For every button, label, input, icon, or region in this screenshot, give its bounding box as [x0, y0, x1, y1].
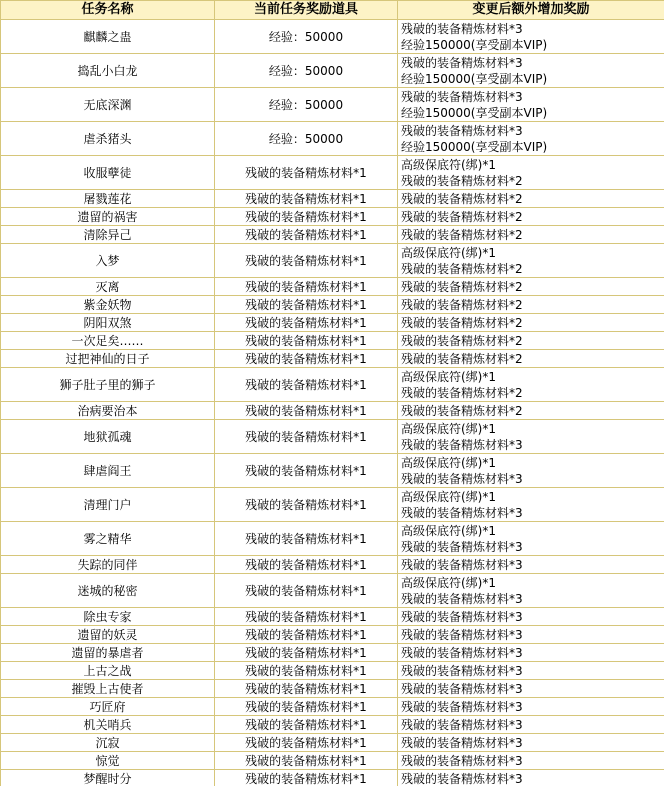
extra-reward-line: 残破的装备精炼材料*2	[401, 385, 523, 400]
current-reward-cell: 残破的装备精炼材料*1	[215, 716, 398, 734]
extra-reward-line: 经验150000(享受副本VIP)	[401, 105, 548, 120]
extra-reward-line: 残破的装备精炼材料*3	[401, 771, 523, 786]
extra-reward-cell	[398, 454, 664, 488]
extra-reward-cell	[398, 698, 664, 716]
table-row	[1, 244, 664, 278]
extra-reward-line: 残破的装备精炼材料*3	[401, 557, 523, 572]
extra-reward-cell	[398, 332, 664, 350]
task-name-cell: 失踪的同伴	[1, 556, 215, 574]
extra-reward-cell	[398, 716, 664, 734]
extra-reward-cell	[398, 488, 664, 522]
task-name-cell: 迷城的秘密	[1, 574, 215, 608]
table-row	[1, 88, 664, 122]
extra-reward-line: 残破的装备精炼材料*3	[401, 681, 523, 696]
header-task-name: 任务名称	[1, 1, 215, 20]
table-row	[1, 332, 664, 350]
task-name-cell: 清理门户	[1, 488, 215, 522]
table-row	[1, 454, 664, 488]
current-reward-cell: 残破的装备精炼材料*1	[215, 488, 398, 522]
task-name-cell: 遗留的暴虐者	[1, 644, 215, 662]
extra-reward-line: 残破的装备精炼材料*2	[401, 351, 523, 366]
extra-reward-cell	[398, 556, 664, 574]
table-row	[1, 662, 664, 680]
table-row	[1, 644, 664, 662]
task-name-cell: 麒麟之蛊	[1, 20, 215, 54]
extra-reward-line: 高级保底符(绑)*1	[401, 369, 496, 384]
extra-reward-cell	[398, 296, 664, 314]
extra-reward-line: 经验150000(享受副本VIP)	[401, 139, 548, 154]
task-name-cell: 屠戮莲花	[1, 190, 215, 208]
extra-reward-line: 残破的装备精炼材料*3	[401, 539, 523, 554]
task-name-cell: 捣乱小白龙	[1, 54, 215, 88]
extra-reward-line: 经验150000(享受副本VIP)	[401, 71, 548, 86]
extra-reward-line: 残破的装备精炼材料*2	[401, 403, 523, 418]
extra-reward-cell	[398, 314, 664, 332]
task-name-cell: 雾之精华	[1, 522, 215, 556]
current-reward-cell: 残破的装备精炼材料*1	[215, 332, 398, 350]
extra-reward-line: 残破的装备精炼材料*2	[401, 191, 523, 206]
table-row	[1, 680, 664, 698]
task-name-cell: 遗留的妖灵	[1, 626, 215, 644]
extra-reward-cell	[398, 680, 664, 698]
task-name-cell: 梦醒时分	[1, 770, 215, 786]
extra-reward-cell	[398, 20, 664, 54]
table-row	[1, 608, 664, 626]
current-reward-cell: 残破的装备精炼材料*1	[215, 402, 398, 420]
extra-reward-line: 残破的装备精炼材料*3	[401, 609, 523, 624]
table-row	[1, 314, 664, 332]
task-name-cell: 一次足矣……	[1, 332, 215, 350]
extra-reward-line: 残破的装备精炼材料*3	[401, 717, 523, 732]
extra-reward-line: 残破的装备精炼材料*2	[401, 279, 523, 294]
task-name-cell: 沉寂	[1, 734, 215, 752]
current-reward-cell: 经验：50000	[215, 122, 398, 156]
current-reward-cell: 残破的装备精炼材料*1	[215, 556, 398, 574]
extra-reward-line: 残破的装备精炼材料*2	[401, 173, 523, 188]
table-row	[1, 156, 664, 190]
extra-reward-cell	[398, 662, 664, 680]
extra-reward-line: 残破的装备精炼材料*2	[401, 333, 523, 348]
extra-reward-line: 残破的装备精炼材料*3	[401, 89, 523, 104]
current-reward-cell: 残破的装备精炼材料*1	[215, 350, 398, 368]
table-row	[1, 420, 664, 454]
table-row	[1, 296, 664, 314]
extra-reward-cell	[398, 156, 664, 190]
table-row	[1, 488, 664, 522]
extra-reward-line: 残破的装备精炼材料*2	[401, 315, 523, 330]
extra-reward-cell	[398, 752, 664, 770]
current-reward-cell: 残破的装备精炼材料*1	[215, 296, 398, 314]
current-reward-cell: 残破的装备精炼材料*1	[215, 368, 398, 402]
task-name-cell: 收服孽徒	[1, 156, 215, 190]
extra-reward-cell	[398, 608, 664, 626]
extra-reward-line: 高级保底符(绑)*1	[401, 245, 496, 260]
table-row	[1, 208, 664, 226]
extra-reward-line: 残破的装备精炼材料*2	[401, 209, 523, 224]
table-row	[1, 556, 664, 574]
extra-reward-line: 残破的装备精炼材料*3	[401, 645, 523, 660]
table-body	[1, 20, 664, 786]
task-name-cell: 治病要治本	[1, 402, 215, 420]
extra-reward-line: 残破的装备精炼材料*3	[401, 437, 523, 452]
extra-reward-cell	[398, 522, 664, 556]
table-row	[1, 574, 664, 608]
extra-reward-line: 高级保底符(绑)*1	[401, 455, 496, 470]
extra-reward-line: 残破的装备精炼材料*3	[401, 591, 523, 606]
table-row	[1, 368, 664, 402]
extra-reward-line: 残破的装备精炼材料*3	[401, 505, 523, 520]
extra-reward-line: 高级保底符(绑)*1	[401, 523, 496, 538]
table-row	[1, 226, 664, 244]
extra-reward-line: 残破的装备精炼材料*3	[401, 123, 523, 138]
table-row	[1, 626, 664, 644]
task-name-cell: 摧毁上古使者	[1, 680, 215, 698]
table-row	[1, 20, 664, 54]
extra-reward-cell	[398, 644, 664, 662]
task-name-cell: 惊觉	[1, 752, 215, 770]
current-reward-cell: 残破的装备精炼材料*1	[215, 698, 398, 716]
table-row	[1, 698, 664, 716]
current-reward-cell: 残破的装备精炼材料*1	[215, 454, 398, 488]
extra-reward-line: 残破的装备精炼材料*3	[401, 735, 523, 750]
task-name-cell: 肆虐阎王	[1, 454, 215, 488]
current-reward-cell: 残破的装备精炼材料*1	[215, 420, 398, 454]
extra-reward-cell	[398, 420, 664, 454]
extra-reward-cell	[398, 122, 664, 156]
table-row	[1, 190, 664, 208]
current-reward-cell: 残破的装备精炼材料*1	[215, 278, 398, 296]
extra-reward-line: 经验150000(享受副本VIP)	[401, 37, 548, 52]
extra-reward-cell	[398, 244, 664, 278]
current-reward-cell: 经验：50000	[215, 88, 398, 122]
task-name-cell: 入梦	[1, 244, 215, 278]
table-row	[1, 350, 664, 368]
extra-reward-line: 残破的装备精炼材料*3	[401, 55, 523, 70]
current-reward-cell: 残破的装备精炼材料*1	[215, 522, 398, 556]
extra-reward-cell	[398, 88, 664, 122]
table-row	[1, 402, 664, 420]
extra-reward-line: 残破的装备精炼材料*2	[401, 261, 523, 276]
task-name-cell: 地狱孤魂	[1, 420, 215, 454]
task-name-cell: 清除异己	[1, 226, 215, 244]
extra-reward-line: 残破的装备精炼材料*3	[401, 627, 523, 642]
extra-reward-line: 高级保底符(绑)*1	[401, 157, 496, 172]
extra-reward-cell	[398, 368, 664, 402]
extra-reward-cell	[398, 190, 664, 208]
task-name-cell: 无底深渊	[1, 88, 215, 122]
extra-reward-cell	[398, 278, 664, 296]
task-name-cell: 阴阳双煞	[1, 314, 215, 332]
current-reward-cell: 经验：50000	[215, 54, 398, 88]
table-row	[1, 770, 664, 786]
extra-reward-line: 残破的装备精炼材料*3	[401, 663, 523, 678]
table-row	[1, 278, 664, 296]
extra-reward-cell	[398, 208, 664, 226]
extra-reward-cell	[398, 626, 664, 644]
task-name-cell: 紫金妖物	[1, 296, 215, 314]
task-name-cell: 灭离	[1, 278, 215, 296]
current-reward-cell: 残破的装备精炼材料*1	[215, 226, 398, 244]
extra-reward-cell	[398, 574, 664, 608]
task-name-cell: 遗留的祸害	[1, 208, 215, 226]
extra-reward-cell	[398, 734, 664, 752]
current-reward-cell: 残破的装备精炼材料*1	[215, 244, 398, 278]
current-reward-cell: 残破的装备精炼材料*1	[215, 734, 398, 752]
extra-reward-cell	[398, 770, 664, 786]
table-row	[1, 54, 664, 88]
extra-reward-line: 残破的装备精炼材料*3	[401, 471, 523, 486]
current-reward-cell: 残破的装备精炼材料*1	[215, 156, 398, 190]
extra-reward-cell	[398, 226, 664, 244]
extra-reward-cell	[398, 350, 664, 368]
current-reward-cell: 残破的装备精炼材料*1	[215, 608, 398, 626]
task-name-cell: 机关哨兵	[1, 716, 215, 734]
current-reward-cell: 残破的装备精炼材料*1	[215, 644, 398, 662]
extra-reward-line: 高级保底符(绑)*1	[401, 421, 496, 436]
current-reward-cell: 残破的装备精炼材料*1	[215, 208, 398, 226]
extra-reward-line: 残破的装备精炼材料*2	[401, 297, 523, 312]
extra-reward-cell	[398, 402, 664, 420]
table-row	[1, 522, 664, 556]
header-current-reward: 当前任务奖励道具	[215, 1, 398, 20]
extra-reward-line: 残破的装备精炼材料*3	[401, 699, 523, 714]
task-name-cell: 虐杀猪头	[1, 122, 215, 156]
table-row	[1, 716, 664, 734]
task-name-cell: 过把神仙的日子	[1, 350, 215, 368]
extra-reward-line: 残破的装备精炼材料*2	[401, 227, 523, 242]
current-reward-cell: 残破的装备精炼材料*1	[215, 770, 398, 786]
extra-reward-cell	[398, 54, 664, 88]
current-reward-cell: 残破的装备精炼材料*1	[215, 680, 398, 698]
current-reward-cell: 经验：50000	[215, 20, 398, 54]
current-reward-cell: 残破的装备精炼材料*1	[215, 190, 398, 208]
header-extra-reward: 变更后额外增加奖励	[398, 1, 664, 20]
current-reward-cell: 残破的装备精炼材料*1	[215, 574, 398, 608]
extra-reward-line: 残破的装备精炼材料*3	[401, 753, 523, 768]
table-row	[1, 734, 664, 752]
task-name-cell: 上古之战	[1, 662, 215, 680]
header-row	[1, 1, 664, 20]
extra-reward-line: 高级保底符(绑)*1	[401, 575, 496, 590]
task-name-cell: 除虫专家	[1, 608, 215, 626]
task-name-cell: 巧匠府	[1, 698, 215, 716]
task-name-cell: 狮子肚子里的狮子	[1, 368, 215, 402]
current-reward-cell: 残破的装备精炼材料*1	[215, 314, 398, 332]
table-row	[1, 752, 664, 770]
extra-reward-line: 残破的装备精炼材料*3	[401, 21, 523, 36]
current-reward-cell: 残破的装备精炼材料*1	[215, 626, 398, 644]
extra-reward-line: 高级保底符(绑)*1	[401, 489, 496, 504]
table-row	[1, 122, 664, 156]
current-reward-cell: 残破的装备精炼材料*1	[215, 662, 398, 680]
current-reward-cell: 残破的装备精炼材料*1	[215, 752, 398, 770]
